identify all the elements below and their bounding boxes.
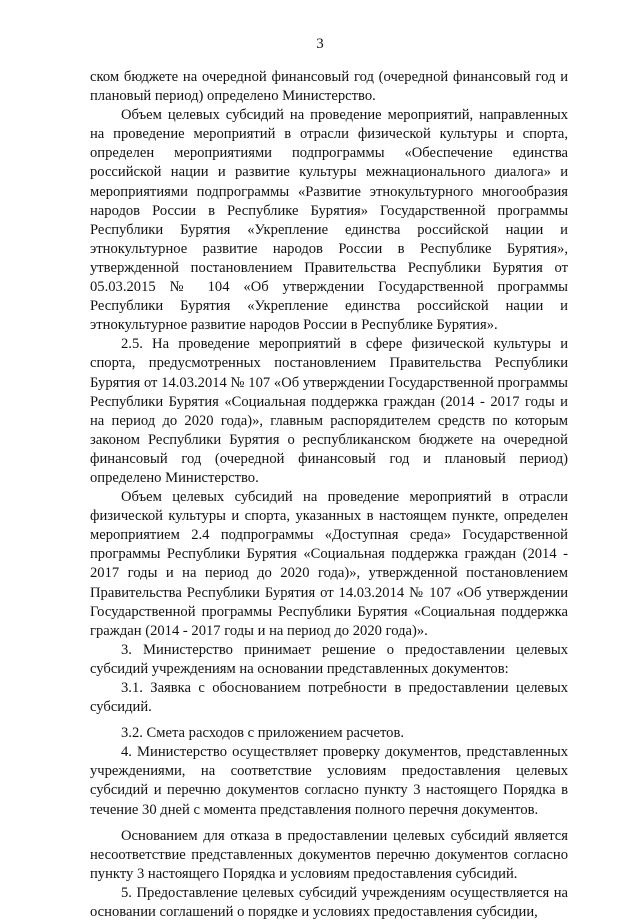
paragraph-refusal-grounds: Основанием для отказа в предоставлении целевых субсидий является несоответствие представленных документов перечню документов согласно пункту 3 настоящего Порядка и условиям предоставления субсидий.	[90, 827, 568, 882]
paragraph-continuation: ском бюджете на очередной финансовый год (очередной финансовый год и плановый период) определено Министерство.	[90, 69, 568, 105]
paragraph-3-2: 3.2. Смета расходов с приложением расчетов.	[121, 725, 405, 742]
paragraph-4: 4. Министерство осуществляет проверку документов, представленных учреждениями, на соответствие условиям предоставления целевых субсидий и перечню документов согласно пункту 3 настоящего Порядка в течение 30 дней с момента представления полного перечня документов.	[90, 744, 568, 818]
paragraph-subsidy-volume-national-unity: Объем целевых субсидий на проведение мероприятий, направленных на проведение мероприятий в отрасли физической культуры и спорта, определен мероприятиями подпрограммы «Обеспечение единства российской нации и развитие культуры межнационального диалога» и мероприятиями подпрограммы «Развитие этнокультурного многообразия народов России в Республике Бурятия» Государственной программы Республики Бурятия «Укрепление единства российской нации и этнокультурное развитие народов России в Республике Бурятия», утвержденной постановлением Правительства Республики Бурятия от 05.03.2015 № 104 «Об утверждении Государственной программы Республики Бурятия «Укрепление единства российской нации и этнокультурное развитие народов России в Республике Бурятия».	[90, 107, 568, 334]
page-number: 3	[316, 36, 324, 52]
paragraph-5: 5. Предоставление целевых субсидий учреждениям осуществляется на основании соглашений о порядке и условиях предоставления субсидии,	[90, 884, 568, 921]
paragraph-3-1: 3.1. Заявка с обоснованием потребности в предоставлении целевых субсидий.	[90, 680, 568, 716]
paragraph-3: 3. Министерство принимает решение о предоставлении целевых субсидий учреждениям на основании представленных документов:	[90, 641, 568, 677]
document-body	[90, 68, 568, 922]
paragraph-subsidy-volume-accessible-environment: Объем целевых субсидий на проведение мероприятий в отрасли физической культуры и спорта, указанных в настоящем пункте, определен мероприятием 2.4 подпрограммы «Доступная среда» Государственной программы Республики Бурятия «Социальная поддержка граждан (2014 - 2017 годы и на период до 2020 года)», утвержденной постановлением Правительства Республики Бурятия от 14.03.2014 № 107 «Об утверждении Государственной программы Республики Бурятия «Социальная поддержка граждан (2014 - 2017 годы и на период до 2020 года)».	[90, 489, 568, 639]
paragraph-2-5: 2.5. На проведение мероприятий в сфере физической культуры и спорта, предусмотренных постановлением Правительства Республики Бурятия от 14.03.2014 № 107 «Об утверждении Государственной программы Республики Бурятия «Социальная поддержка граждан (2014 - 2017 годы и на период до 2020 года)», главным распорядителем средств по которым законом Республики Бурятия о республиканском бюджете на очередной финансовый год (очередной финансовый год и плановый период) определено Министерство.	[90, 336, 568, 486]
